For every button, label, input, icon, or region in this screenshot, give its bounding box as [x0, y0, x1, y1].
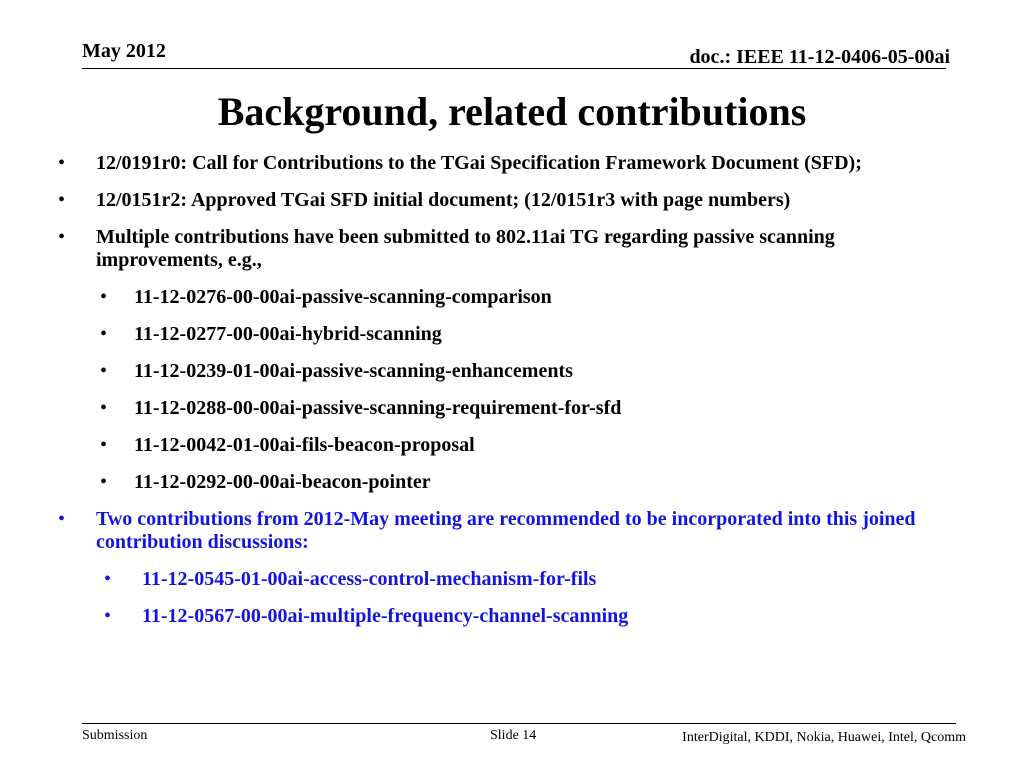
bullet-text: Multiple contributions have been submitted to 802.11ai TG regarding passive scanning improvements, e.g., [96, 226, 835, 271]
footer-authors: InterDigital, KDDI, Nokia, Huawei, Intel, Qcomm [682, 730, 966, 745]
bullet-dot-icon: • [104, 605, 112, 627]
footer-divider [82, 723, 956, 724]
header-doc-id: doc.: IEEE 11-12-0406-05-00ai [689, 46, 950, 68]
sub-bullet-item [58, 434, 958, 457]
highlight-bullet-text: Two contributions from 2012-May meeting are recommended to be incorporated into this joined contribution discussions: [96, 508, 916, 553]
highlight-bullet-item [58, 508, 958, 554]
footer-slide-number: Slide 14 [490, 728, 537, 743]
sub-bullet-text: 11-12-0042-01-00ai-fils-beacon-proposal [134, 434, 475, 456]
bullet-dot-icon: • [58, 226, 66, 248]
sub-bullet-text: 11-12-0277-00-00ai-hybrid-scanning [134, 323, 442, 345]
footer-submission: Submission [82, 728, 148, 743]
bullet-dot-icon: • [100, 471, 108, 493]
sub-bullet-item [58, 397, 958, 420]
bullet-dot-icon: • [100, 397, 108, 419]
bullet-item [58, 226, 958, 272]
slide-title: Background, related contributions [217, 89, 807, 134]
bullet-dot-icon: • [58, 508, 66, 530]
sub-bullet-item [58, 471, 958, 494]
sub-bullet-item [58, 360, 958, 383]
header-date: May 2012 [82, 40, 166, 62]
bullet-text: 12/0191r0: Call for Contributions to the TGai Specification Framework Document (SFD); [96, 152, 862, 174]
highlight-sub-bullet-text: 11-12-0545-01-00ai-access-control-mechanism-for-fils [142, 568, 597, 590]
highlight-sub-bullet-item [58, 568, 958, 591]
highlight-sub-bullet-text: 11-12-0567-00-00ai-multiple-frequency-channel-scanning [142, 605, 629, 627]
bullet-dot-icon: • [100, 434, 108, 456]
bullet-dot-icon: • [104, 568, 112, 590]
bullet-dot-icon: • [100, 360, 108, 382]
bullet-item [58, 189, 958, 212]
header-divider [82, 68, 946, 69]
sub-bullet-item [58, 286, 958, 309]
sub-bullet-text: 11-12-0239-01-00ai-passive-scanning-enhancements [134, 360, 573, 382]
bullet-dot-icon: • [58, 189, 66, 211]
bullet-dot-icon: • [100, 323, 108, 345]
highlight-sub-bullet-item [58, 605, 958, 628]
sub-bullet-text: 11-12-0292-00-00ai-beacon-pointer [134, 471, 431, 493]
bullet-item [58, 152, 958, 175]
bullet-dot-icon: • [58, 152, 66, 174]
slide-content [58, 152, 958, 642]
bullet-text: 12/0151r2: Approved TGai SFD initial document; (12/0151r3 with page numbers) [96, 189, 791, 211]
sub-bullet-item [58, 323, 958, 346]
bullet-dot-icon: • [100, 286, 108, 308]
sub-bullet-text: 11-12-0276-00-00ai-passive-scanning-comparison [134, 286, 552, 308]
sub-bullet-text: 11-12-0288-00-00ai-passive-scanning-requirement-for-sfd [134, 397, 622, 419]
